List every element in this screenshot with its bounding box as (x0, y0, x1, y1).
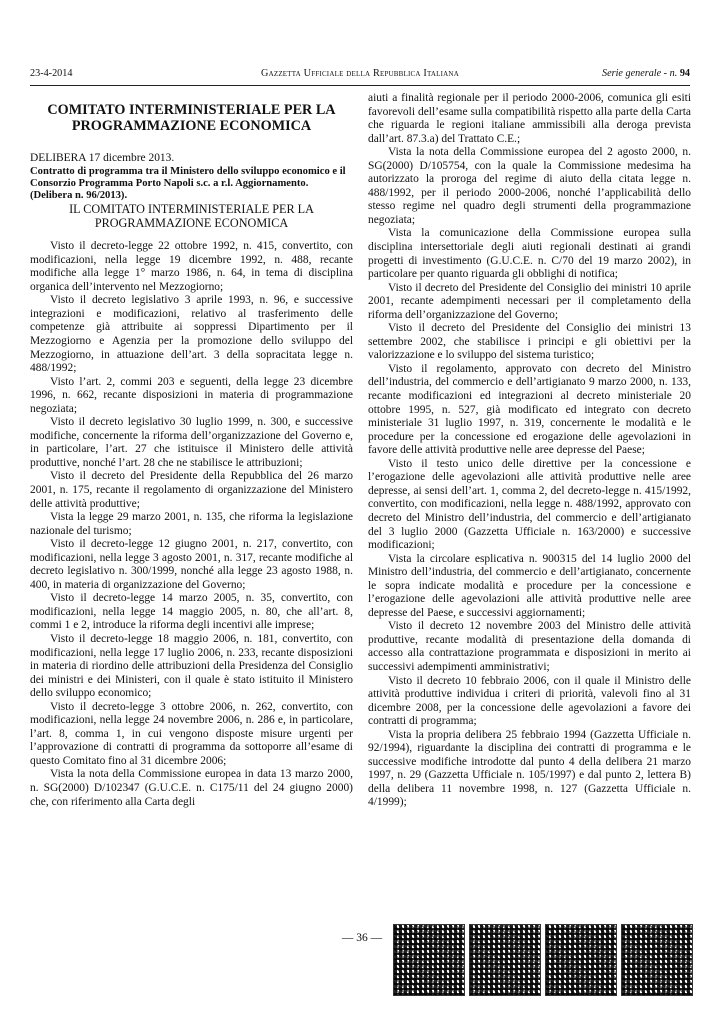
paragraph-continuation: aiuti a finalità regionale per il periodo 2000-2006, comunica gli esiti favorevoli dell’esame sulla compatibilità rispetto alla parte della Carta che riguarda le regioni italiane ammissibili alla deroga prevista dall’art. 87.3.a) del Trattato C.E.; (368, 92, 691, 145)
header-issue-number: 94 (679, 68, 690, 79)
committee-heading: IL COMITATO INTERMINISTERIALE PER LA PROGRAMMAZIONE ECONOMICA (69, 202, 314, 231)
paragraph: Visto il decreto-legge 12 giugno 2001, n. 217, convertito, con modificazioni, nella legge 3 agosto 2001, n. 317, recante modifiche al decreto legislativo n. 300/1999, nonché alla legge 23 agosto 1988, n. 400, in materia di organizzazione del Governo; (30, 538, 353, 591)
paragraph: Vista la comunicazione della Commissione europea sulla disciplina intersettoriale degli aiuti regionali destinati ai grandi progetti di investimento (G.U.C.E. n. C/70 del 19 marzo 2002), in particolare per quanto riguarda gli obblighi di notifica; (368, 227, 691, 281)
header-date: 23-4-2014 (30, 68, 73, 79)
paragraph: Vista la nota della Commissione europea del 2 agosto 2000, n. SG(2000) D/105754, con la quale la Commissione medesima ha autorizzato la proroga del regime di aiuto della citata legge n. 488/1992, per il periodo 2000-2006, nonché l’applicabilità dello stesso regime nel quadro degli strumenti della programmazione negoziata; (368, 146, 691, 226)
datamatrix-code-1 (394, 925, 464, 995)
paragraph: Vista la legge 29 marzo 2001, n. 135, che riforma la legislazione nazionale del turismo; (30, 511, 353, 537)
left-column (30, 92, 353, 809)
paragraph: Visto il decreto-legge 14 marzo 2005, n. 35, convertito, con modificazioni, nella legge 14 maggio 2005, n. 80, che all’art. 8, commi 1 e 2, introduce la riforma degli incentivi alle imprese; (30, 592, 353, 632)
delibera-date: DELIBERA 17 dicembre 2013. (30, 152, 175, 164)
paragraph: Visto il decreto del Presidente del Consiglio dei ministri 13 settembre 2002, che stabilisce i principi e gli obiettivi per la valorizzazione e lo sviluppo del sistema turistico; (368, 322, 691, 362)
datamatrix-code-4 (622, 925, 692, 995)
paragraph: Visto il decreto-legge 3 ottobre 2006, n. 262, convertito, con modificazioni, nella legge 24 novembre 2006, n. 286 e, in particolare, l’art. 8, comma 1, in cui vengono disposte misure urgenti per l’approvazione di contratti di programma da sottoporre all’esame di questo Comitato fino al 31 dicembre 2006; (30, 700, 353, 767)
header-serie (602, 68, 690, 79)
paragraph: Visto il decreto 10 febbraio 2006, con il quale il Ministro delle attività produttive individua i criteri di priorità, valevoli fino al 31 dicembre 2008, per la concessione delle agevolazioni a favore dei contratti di programma; (368, 674, 691, 728)
paragraph: Vista la propria delibera 25 febbraio 1994 (Gazzetta Ufficiale n. 92/1994), riguardante la disciplina dei contratti di programma e le successive modifiche introdotte dal punto 4 della delibera 21 marzo 1997, n. 29 (Gazzetta Ufficiale n. 105/1997) e dal punto 2, lettera B) della delibera 11 novembre 1998, n. 127 (Gazzetta Ufficiale n. 4/1999); (368, 728, 691, 809)
paragraph: Visto il decreto legislativo 30 luglio 1999, n. 300, e successive modifiche, concernente la riforma dell’organizzazione del Governo e, in particolare, l’art. 27 che istituisce il Ministero delle attività produttive, nonché l’art. 28 che ne stabilisce le attribuzioni; (30, 416, 353, 469)
paragraph: Vista la circolare esplicativa n. 900315 del 14 luglio 2000 del Ministro dell’industria, del commercio e dell’artigianato, concernente le sopra indicate modalità e procedure per la concessione e l’erogazione delle agevolazioni alle attività produttive nelle aree depresse del Paese, e successivi aggiornamenti; (368, 552, 691, 619)
paragraph: Visto il decreto-legge 18 maggio 2006, n. 181, convertito, con modificazioni, nella legge 17 luglio 2006, n. 233, recante disposizioni in materia di riordino delle attribuzioni della Presidenza del Consiglio dei ministri e dei Ministeri, con il quale è stato istituito il Ministero dello sviluppo economico; (30, 633, 353, 700)
paragraph: Visto il decreto legislativo 3 aprile 1993, n. 96, e successive integrazioni e modificazioni, relativo al trasferimento delle competenze già attribuite ai soppressi Dipartimento per il Mezzogiorno e Agenzia per la promozione dello sviluppo del Mezzogiorno, in attuazione dell’art. 3 della sopracitata legge n. 488/1992; (30, 294, 353, 375)
paragraph: Visto il decreto-legge 22 ottobre 1992, n. 415, convertito, con modificazioni, nella legge 19 dicembre 1992, n. 488, recante modifiche alla legge 1° marzo 1986, n. 64, in tema di disciplina organica dell’intervento nel Mezzogiorno; (30, 240, 353, 293)
barcode-strip (394, 925, 694, 995)
paragraph: Visto il decreto del Presidente della Repubblica del 26 marzo 2001, n. 175, recante il regolamento di organizzazione del Ministero delle attività produttive; (30, 470, 353, 510)
committee-title: COMITATO INTERMINISTERIALE PER LA PROGRAMMAZIONE ECONOMICA (47, 102, 336, 134)
header-serie-label: Serie generale - n. (602, 68, 678, 79)
page-number: — 36 — (341, 932, 383, 944)
delibera-subject: Contratto di programma tra il Ministero dello sviluppo economico e il Consorzio Programma Porto Napoli s.c. a r.l. Aggiornamento. (Delibera n. 96/2013). (30, 165, 346, 201)
paragraph: Vista la nota della Commissione europea in data 13 marzo 2000, n. SG(2000) D/102347 (G.U.C.E. n. C175/11 del 24 giugno 2000) che, con riferimento alla Carta degli (30, 768, 353, 808)
header-gazette-title: Gazzetta Ufficiale della Repubblica Italiana (261, 68, 459, 79)
paragraph: Visto il testo unico delle direttive per la concessione e l’erogazione delle agevolazioni alle attività produttive nelle aree depresse, ai sensi dell’art. 1, comma 2, del decreto-legge n. 415/1992, convertito, con modificazioni, nella legge n. 488/1992, approvato con decreto del Ministro dell’industria, del commercio e dell’artigianato del 3 luglio 2000 (Gazzetta Ufficiale n. 163/2000) e successive modificazioni; (368, 457, 691, 552)
page-header (30, 68, 690, 84)
paragraph: Visto l’art. 2, commi 203 e seguenti, della legge 23 dicembre 1996, n. 662, recante disposizioni in materia di programmazione negoziata; (30, 375, 353, 415)
paragraph: Visto il regolamento, approvato con decreto del Ministro dell’industria, del commercio e dell’artigianato 9 marzo 2000, n. 133, recante modificazioni ed integrazioni al decreto ministeriale 20 ottobre 1995, n. 527, già modificato ed integrato con decreto ministeriale 31 luglio 1997, n. 319, concernente le modalità e le procedure per la concessione ed erogazione delle agevolazioni in favore delle attività produttive nelle aree depresse del Paese; (368, 362, 691, 457)
paragraph: Visto il decreto 12 novembre 2003 del Ministro delle attività produttive, recante modalità di presentazione della domanda di accesso alla contrattazione programmata e disposizioni in merito ai successivi adempimenti amministrativi; (368, 620, 691, 673)
paragraph: Visto il decreto del Presidente del Consiglio dei ministri 10 aprile 2001, recante adempimenti necessari per il completamento della riforma dell’organizzazione del Governo; (368, 281, 691, 321)
right-column (368, 92, 691, 810)
datamatrix-code-3 (546, 925, 616, 995)
datamatrix-code-2 (470, 925, 540, 995)
header-rule (30, 85, 690, 86)
